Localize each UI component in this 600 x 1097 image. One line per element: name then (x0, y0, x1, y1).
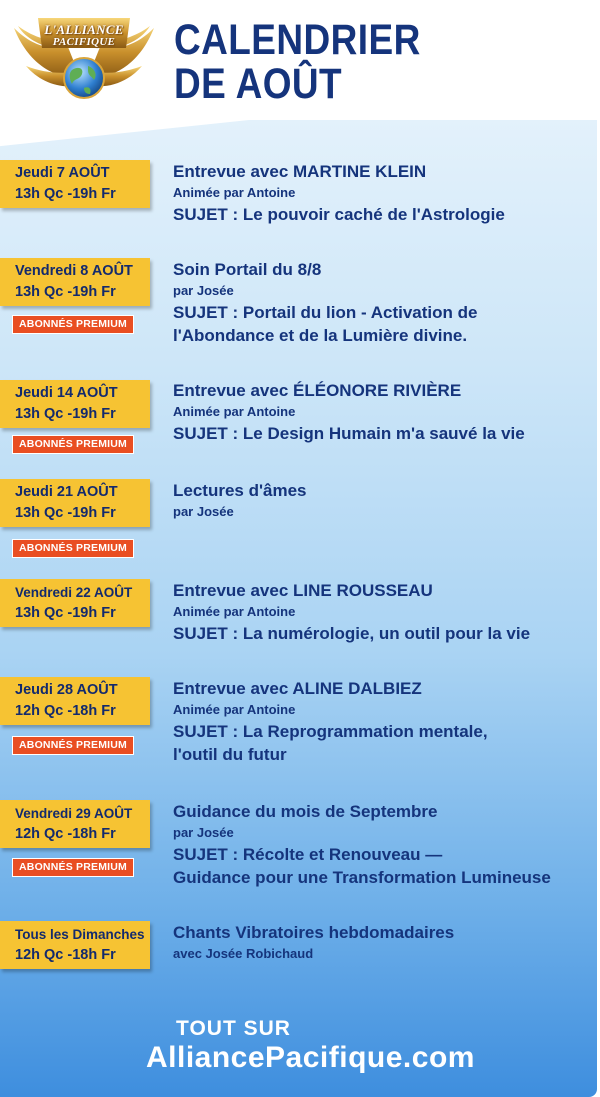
premium-badge: ABONNÉS PREMIUM (12, 539, 134, 558)
event-subject: SUJET : La Reprogrammation mentale, (173, 722, 488, 741)
event-time: 12h Qc -18h Fr (15, 703, 116, 719)
event-date: Jeudi 14 AOÛT (15, 385, 118, 401)
date-tag (0, 800, 150, 848)
event-date: Jeudi 7 AOÛT (15, 165, 110, 181)
date-tag (0, 380, 150, 428)
event-title: Entrevue avec LINE ROUSSEAU (173, 581, 433, 600)
event-host: Animée par Antoine (173, 404, 296, 419)
event-host: par Josée (173, 504, 234, 519)
event-date: Tous les Dimanches (15, 927, 145, 942)
event-date: Jeudi 21 AOÛT (15, 484, 118, 500)
event-subject: Guidance pour une Transformation Lumineuse (173, 868, 551, 887)
premium-badge: ABONNÉS PREMIUM (12, 736, 134, 755)
event-subject: SUJET : La numérologie, un outil pour la vie (173, 624, 531, 643)
event-time: 12h Qc -18h Fr (15, 947, 116, 963)
event-host: par Josée (173, 825, 234, 840)
event-date: Vendredi 22 AOÛT (15, 585, 133, 600)
event-title: Chants Vibratoires hebdomadaires (173, 923, 455, 942)
event-time: 13h Qc -19h Fr (15, 284, 116, 300)
event-time: 13h Qc -19h Fr (15, 505, 116, 521)
event-time: 12h Qc -18h Fr (15, 826, 116, 842)
date-tag (0, 677, 150, 725)
date-tag (0, 921, 150, 969)
event-date: Jeudi 28 AOÛT (15, 682, 118, 698)
event-title: Lectures d'âmes (173, 481, 307, 500)
event-details (173, 380, 593, 445)
date-tag (0, 479, 150, 527)
logo-line1: L'ALLIANCE (44, 22, 124, 37)
date-tag (0, 579, 150, 627)
event-details (173, 480, 593, 522)
logo-line2: PACIFIQUE (52, 36, 116, 48)
event-subject: SUJET : Portail du lion - Activation de (173, 303, 478, 322)
event-details (173, 259, 593, 347)
page-title (174, 18, 421, 106)
event-subject: SUJET : Le Design Humain m'a sauvé la vie (173, 424, 525, 443)
event-subject: SUJET : Récolte et Renouveau — (173, 845, 443, 864)
event-subject: l'Abondance et de la Lumière divine. (173, 326, 468, 345)
event-details (173, 161, 593, 226)
event-subject: SUJET : Le pouvoir caché de l'Astrologie (173, 205, 505, 224)
event-host: par Josée (173, 283, 234, 298)
event-details (173, 678, 593, 766)
date-tag (0, 160, 150, 208)
event-host: Animée par Antoine (173, 702, 296, 717)
event-title: Guidance du mois de Septembre (173, 802, 438, 821)
event-time: 13h Qc -19h Fr (15, 406, 116, 422)
premium-badge: ABONNÉS PREMIUM (12, 435, 134, 454)
alliance-pacifique-logo (8, 8, 160, 104)
event-time: 13h Qc -19h Fr (15, 605, 116, 621)
date-tag (0, 258, 150, 306)
event-time: 13h Qc -19h Fr (15, 186, 116, 202)
event-details (173, 801, 593, 889)
event-details (173, 922, 593, 964)
event-host: avec Josée Robichaud (173, 946, 314, 961)
footer-tagline: TOUT SUR (176, 1017, 291, 1040)
title-line1: CALENDRIER (174, 16, 421, 64)
title-line2: DE AOÛT (174, 60, 343, 108)
event-subject: l'outil du futur (173, 745, 287, 764)
event-date: Vendredi 8 AOÛT (15, 263, 133, 279)
event-title: Entrevue avec MARTINE KLEIN (173, 162, 427, 181)
premium-badge: ABONNÉS PREMIUM (12, 315, 134, 334)
event-date: Vendredi 29 AOÛT (15, 806, 133, 821)
event-title: Entrevue avec ALINE DALBIEZ (173, 679, 422, 698)
event-title: Entrevue avec ÉLÉONORE RIVIÈRE (173, 381, 462, 400)
event-host: Animée par Antoine (173, 185, 296, 200)
premium-badge: ABONNÉS PREMIUM (12, 858, 134, 877)
website-link[interactable]: AlliancePacifique.com (146, 1041, 475, 1074)
event-details (173, 580, 593, 645)
event-title: Soin Portail du 8/8 (173, 260, 322, 279)
event-host: Animée par Antoine (173, 604, 296, 619)
